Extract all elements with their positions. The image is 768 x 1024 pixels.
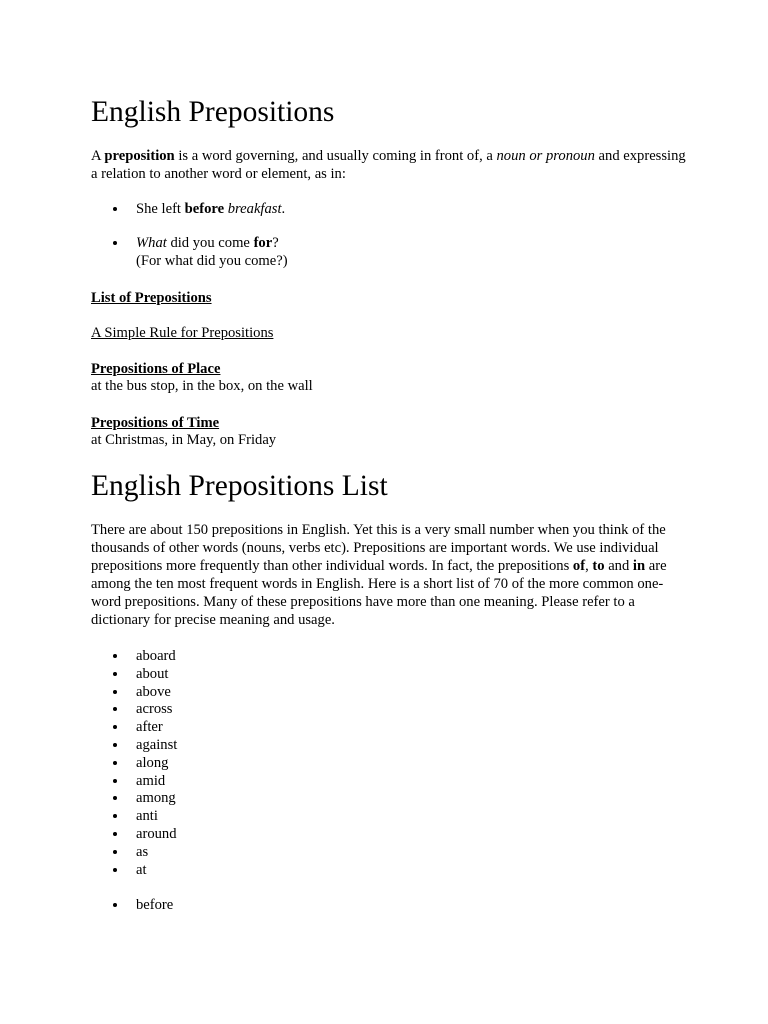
- example-item: [91, 200, 691, 218]
- list-item: above: [91, 683, 391, 701]
- list-item: as: [91, 843, 391, 861]
- example-text: .: [281, 201, 286, 217]
- place-examples: at the bus stop, in the box, on the wall: [91, 378, 313, 394]
- list-item: among: [91, 789, 391, 807]
- list-item: against: [91, 736, 391, 754]
- example-italic: breakfast: [227, 201, 282, 217]
- para-text: and: [604, 558, 633, 574]
- intro-text-c: and expressing a relation to another word or element, as in:: [91, 148, 686, 182]
- list-item: about: [91, 665, 391, 683]
- para-text: ,: [585, 558, 593, 574]
- example-bold: before: [184, 201, 225, 217]
- section-title: English Prepositions List: [91, 470, 388, 502]
- intro-paragraph: [91, 147, 691, 183]
- link-prepositions-of-time[interactable]: Prepositions of Time: [91, 415, 220, 431]
- example-note: (For what did you come?): [136, 253, 288, 269]
- intro-noun: noun or pronoun: [496, 148, 595, 164]
- para-bold: of: [572, 558, 586, 574]
- list-item: at: [91, 861, 391, 879]
- list-intro-paragraph: [91, 521, 691, 629]
- list-item: along: [91, 754, 391, 772]
- example-list: [91, 200, 691, 270]
- link-list-of-prepositions[interactable]: List of Prepositions: [91, 290, 212, 306]
- intro-text-b: is a word governing, and usually coming in front of, a: [174, 148, 497, 164]
- list-item: aboard: [91, 647, 391, 665]
- example-text: ?: [272, 235, 279, 251]
- list-item: anti: [91, 807, 391, 825]
- example-italic: What: [136, 235, 167, 251]
- intro-text-a: A: [91, 148, 105, 164]
- para-text: are among the ten most frequent words in English. Here is a short list of 70 of the more common one-word prepositions. Many of these prepositions have more than one meaning. Please refer to a dictionary for precise meaning and usage.: [91, 558, 667, 628]
- link-simple-rule[interactable]: A Simple Rule for Prepositions: [91, 325, 274, 341]
- list-item: amid: [91, 772, 391, 790]
- list-item: across: [91, 700, 391, 718]
- list-item: around: [91, 825, 391, 843]
- para-bold: to: [592, 558, 605, 574]
- example-text: did you come: [166, 235, 254, 251]
- para-text: There are about 150 prepositions in English. Yet this is a very small number when you think of the thousands of other words (nouns, verbs etc). Prepositions are important words. We use individual prepositions more frequently than other individual words. In fact, the prepositions: [91, 522, 666, 574]
- link-prepositions-of-place[interactable]: Prepositions of Place: [91, 361, 221, 377]
- time-examples: at Christmas, in May, on Friday: [91, 432, 277, 448]
- example-bold: for: [253, 235, 273, 251]
- list-item: after: [91, 718, 391, 736]
- example-text: She left: [136, 201, 185, 217]
- page-title: English Prepositions: [91, 96, 335, 128]
- list-item: before: [91, 896, 391, 914]
- prepositions-list: [91, 647, 391, 914]
- intro-term: preposition: [104, 148, 175, 164]
- example-item: [91, 234, 691, 270]
- para-bold: in: [632, 558, 646, 574]
